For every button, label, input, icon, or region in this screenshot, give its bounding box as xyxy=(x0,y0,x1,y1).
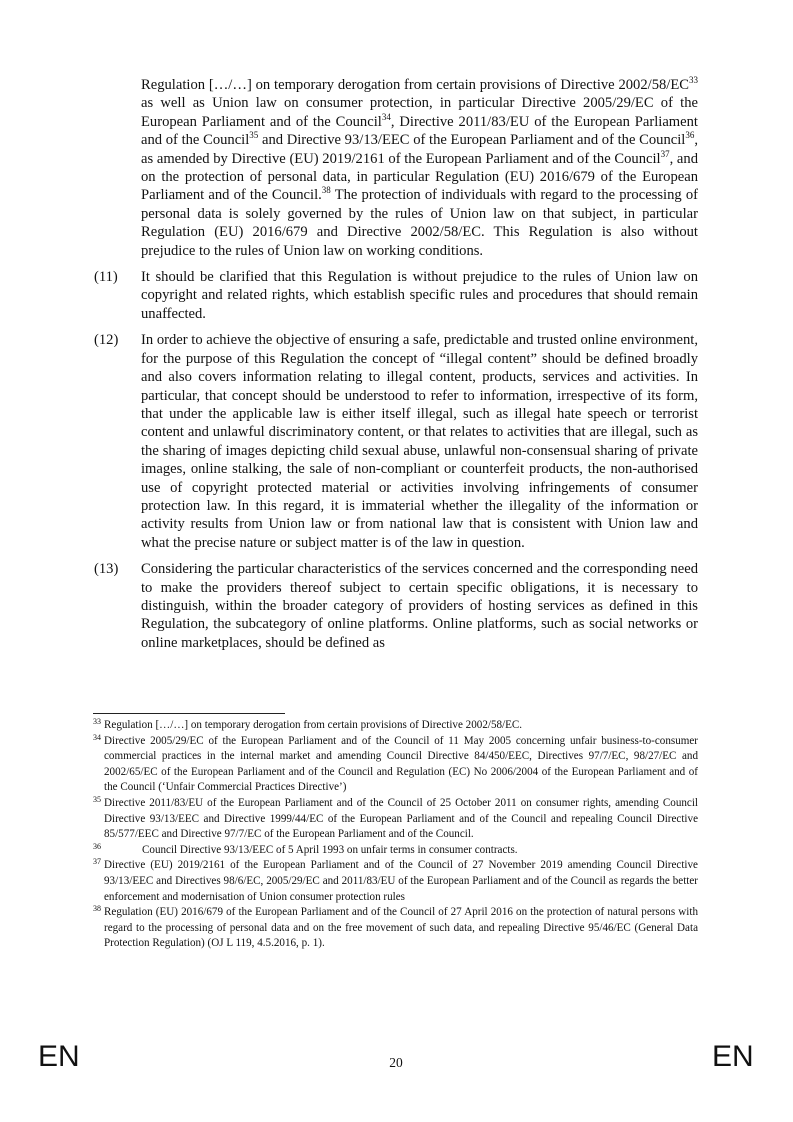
footnotes xyxy=(93,718,698,952)
footnote-ref-36[interactable]: 36 xyxy=(685,130,695,141)
paragraph-11 xyxy=(94,268,698,323)
document-body xyxy=(94,75,698,660)
footnote-33 xyxy=(93,718,698,734)
footnote-text: Council Directive 93/13/EEC of 5 April 1993 on unfair terms in consumer contracts. xyxy=(142,843,518,856)
footnote-mark: 36 xyxy=(93,841,101,851)
footnote-text: Regulation […/…] on temporary derogation from certain provisions of Directive 2002/58/EC. xyxy=(104,719,523,731)
footnote-ref-33[interactable]: 33 xyxy=(689,75,698,86)
footnote-mark: 35 xyxy=(93,794,101,804)
language-code-left: EN xyxy=(38,1040,80,1073)
paragraph-text: Considering the particular characteristics of the services concerned and the corresponding need to make the providers thereof subject to certain specific obligations, it is necessary to distinguish, within the broader category of providers of hosting services as defined in this Regulation, the subcategory of online platforms. Online platforms, such as social networks or online marketplaces, should be defined as xyxy=(141,561,698,651)
footnote-38 xyxy=(93,905,698,952)
footnote-text: Directive 2005/29/EC of the European Parliament and of the Council of 11 May 2005 concerning unfair business-to-consumer commercial practices in the internal market and amending Council Directive 84/450/EEC, Directives 97/7/EC, 98/27/EC and 2002/65/EC of the European Parliament and of the Council and Regulation (EC) No 2006/2004 of the European Parliament and of the Council (‘Unfair Commercial Practices Directive’) xyxy=(104,734,698,794)
footnote-separator xyxy=(93,713,285,714)
footnote-mark: 34 xyxy=(93,732,101,742)
footnote-ref-34[interactable]: 34 xyxy=(381,111,391,122)
language-code-right: EN xyxy=(712,1040,754,1073)
footnote-37 xyxy=(93,858,698,905)
footnote-text: Regulation (EU) 2016/679 of the European Parliament and of the Council of 27 April 2016 on the protection of natural persons with regard to the processing of personal data and on the free movement of such data, and repealing Directive 95/46/EC (General Data Protection Regulation) (OJ L 119, 4.5.2016, p. 1). xyxy=(104,906,698,950)
page-number: 20 xyxy=(389,1055,403,1070)
paragraph-12 xyxy=(94,331,698,552)
footnote-36 xyxy=(93,843,698,859)
paragraph-number: (12) xyxy=(94,332,119,349)
footnote-35 xyxy=(93,796,698,843)
paragraph-13 xyxy=(94,560,698,652)
footnote-ref-35[interactable]: 35 xyxy=(249,130,259,141)
footnote-mark: 33 xyxy=(93,717,101,726)
footnote-ref-37[interactable]: 37 xyxy=(660,148,670,159)
footnote-text: Directive 2011/83/EU of the European Parliament and of the Council of 25 October 2011 on consumer rights, amending Council Directive 93/13/EEC and Directive 1999/44/EC of the European Parliament and of the Council and repealing Council Directive 85/577/EEC and Directive 97/7/EC of the European Parliament and of the Council. xyxy=(104,796,698,841)
paragraph-text: It should be clarified that this Regulation is without prejudice to the rules of Union law on copyright and related rights, which establish specific rules and procedures that should remain unaffected. xyxy=(141,269,698,322)
paragraph-text: In order to achieve the objective of ensuring a safe, predictable and trusted online environment, for the purpose of this Regulation the concept of “illegal content” should be defined broadly and also covers information relating to illegal content, products, services and activities. In particular, that concept should be understood to refer to information, irrespective of its form, that under the applicable law is either itself illegal, such as illegal hate speech or terrorist content and unlawful discriminatory content, or that relates to activities that are illegal, such as the sharing of images depicting child sexual abuse, unlawful non-consensual sharing of private images, online stalking, the sale of non-compliant or counterfeit products, the non-authorised use of copyright protected material or activities involving infringements of consumer protection law. In this regard, it is immaterial whether the illegality of the information or activity results from Union law or from national law that is consistent with Union law and what the precise nature or subject matter is of the law in question. xyxy=(141,332,698,551)
paragraph-text: Regulation […/…] on temporary derogation from certain provisions of Directive 2002/58/EC$^{33}$ as well as Union law on consumer protection, in particular Directive 2005/29/EC of the European Parliament and of the Council$^{34}$, Directive 2011/83/EU of the European Parliament and of the Council$^{35}$ and Directive 93/13/EEC of the European Parliament and of the Council$^{36}$, as amended by Directive (EU) 2019/2161 of the European Parliament and of the Council$^{37}$, and on the protection of personal data, in particular Regulation (EU) 2016/679 of the European Parliament and of the Council.$^{38}$ The protection of individuals with regard to the processing of personal data is solely governed by the rules of Union law on that subject, in particular Regulation (EU) 2016/679 and Directive 2002/58/EC. This Regulation is also without prejudice to the rules of Union law on working conditions. xyxy=(141,75,698,259)
paragraph-number: (13) xyxy=(94,561,119,578)
footnote-ref-38[interactable]: 38 xyxy=(321,185,331,196)
paragraph-number: (11) xyxy=(94,269,118,286)
footnote-mark: 38 xyxy=(93,904,101,914)
paragraph-10-continuation xyxy=(141,76,698,260)
footnote-34 xyxy=(93,734,698,796)
footnote-text: Directive (EU) 2019/2161 of the European Parliament and of the Council of 27 November 2019 amending Council Directive 93/13/EEC and Directives 98/6/EC, 2005/29/EC and 2011/83/EU of the European Parliament and of the Council as regards the better enforcement and modernisation of Union consumer protection rules xyxy=(104,859,698,903)
footnote-mark: 37 xyxy=(93,857,101,867)
